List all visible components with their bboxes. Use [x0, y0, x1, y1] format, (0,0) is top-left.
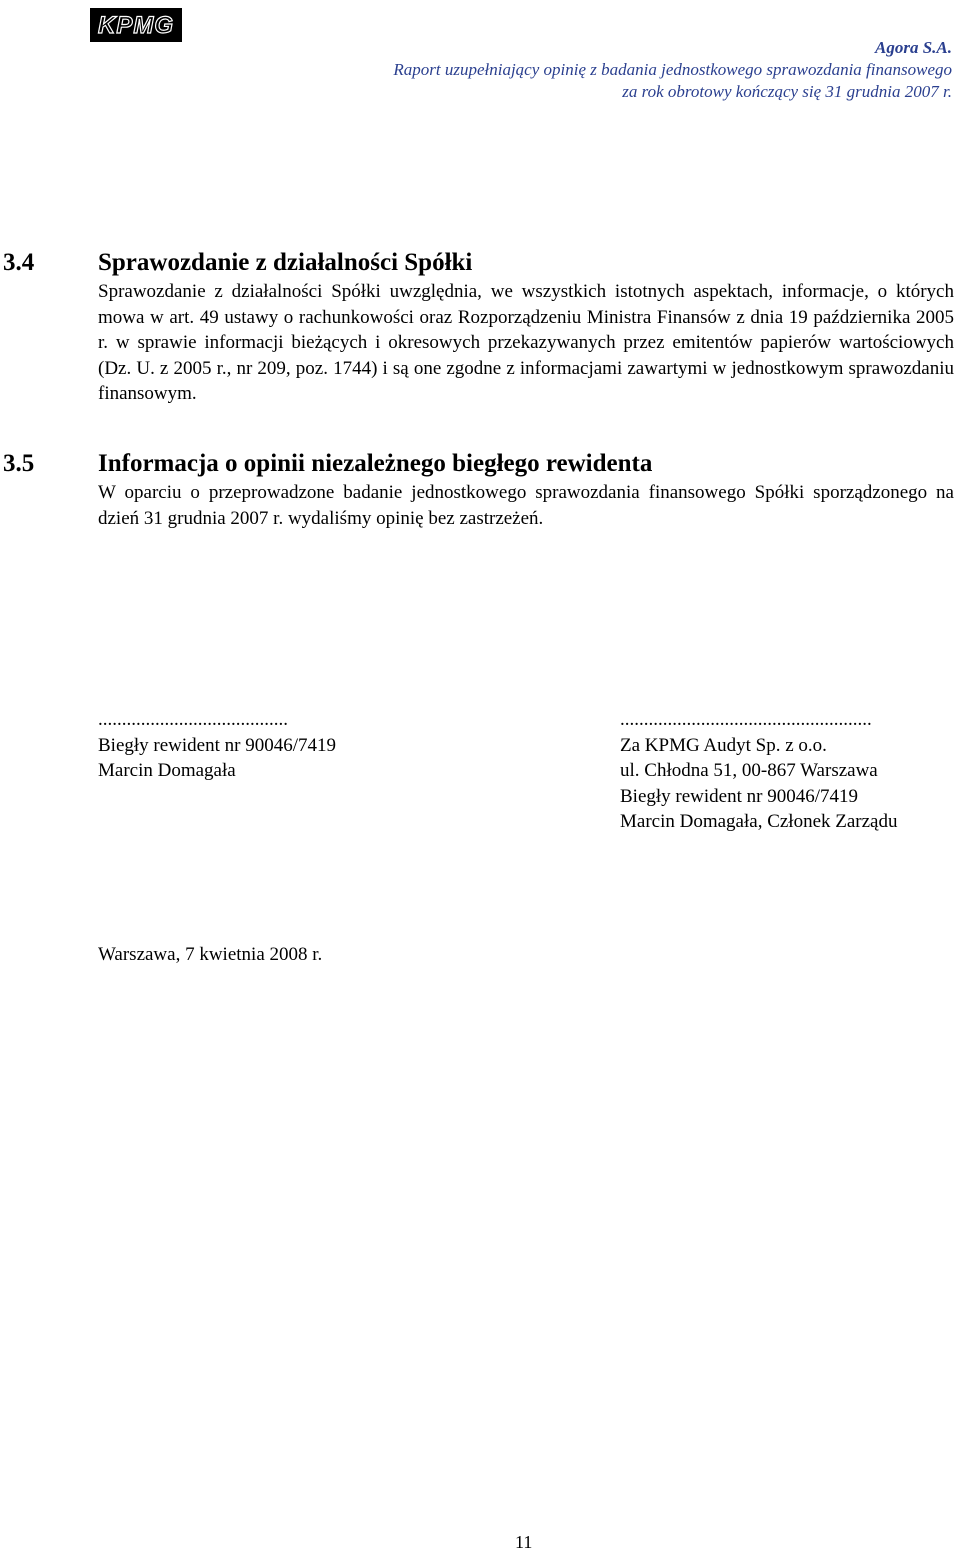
signature-title: Biegły rewident nr 90046/7419 [98, 734, 336, 756]
section-number: 3.4 [3, 249, 35, 276]
section-title: Informacja o opinii niezależnego biegłego rewidenta [98, 450, 653, 477]
signature-name: Marcin Domagała [98, 760, 236, 781]
kpmg-logo [90, 8, 182, 42]
signature-block-auditor [98, 707, 336, 784]
header-report-title: Raport uzupełniający opinię z badania jednostkowego sprawozdania finansowego [393, 60, 952, 79]
signature-name: Marcin Domagała, Członek Zarządu [620, 811, 898, 832]
signature-firm: Za KPMG Audyt Sp. z o.o. [620, 734, 827, 756]
signature-title: Biegły rewident nr 90046/7419 [620, 785, 858, 807]
signature-address: ul. Chłodna 51, 00-867 Warszawa [620, 760, 878, 781]
place-and-date: Warszawa, 7 kwietnia 2008 r. [98, 944, 323, 965]
header-company: Agora S.A. [875, 38, 952, 57]
signature-dots: ........................................ [98, 709, 288, 730]
section-3-4-heading [3, 248, 472, 278]
section-title: Sprawozdanie z działalności Spółki [98, 249, 473, 276]
signature-dots: ..................................................... [620, 709, 872, 730]
section-3-5-body: W oparciu o przeprowadzone badanie jednostkowego sprawozdania finansowego Spółki sporządzonego na dzień 31 grudnia 2007 r. wydaliśmy opinię bez zastrzeżeń. [98, 482, 954, 529]
svg-text:KPMG: KPMG [98, 12, 174, 39]
page-number: 11 [515, 1532, 533, 1552]
section-3-5-heading [3, 449, 652, 479]
signature-block-firm [620, 707, 898, 835]
section-number: 3.5 [3, 450, 35, 477]
header-report-period: za rok obrotowy kończący się 31 grudnia 2007 r. [622, 82, 952, 101]
section-3-4-body: Sprawozdanie z działalności Spółki uwzględnia, we wszystkich istotnych aspektach, informacje, o których mowa w art. 49 ustawy o rachunkowości oraz Rozporządzeniu Ministra Finansów z dnia 19 października 2005 r. w sprawie informacji bieżących i okresowych przekazywanych przez emitentów papierów wartościowych (Dz. U. z 2005 r., nr 209, poz. 1744) i są one zgodne z informacjami zawartymi w jednostkowym sprawozdaniu finansowym. [98, 281, 954, 404]
